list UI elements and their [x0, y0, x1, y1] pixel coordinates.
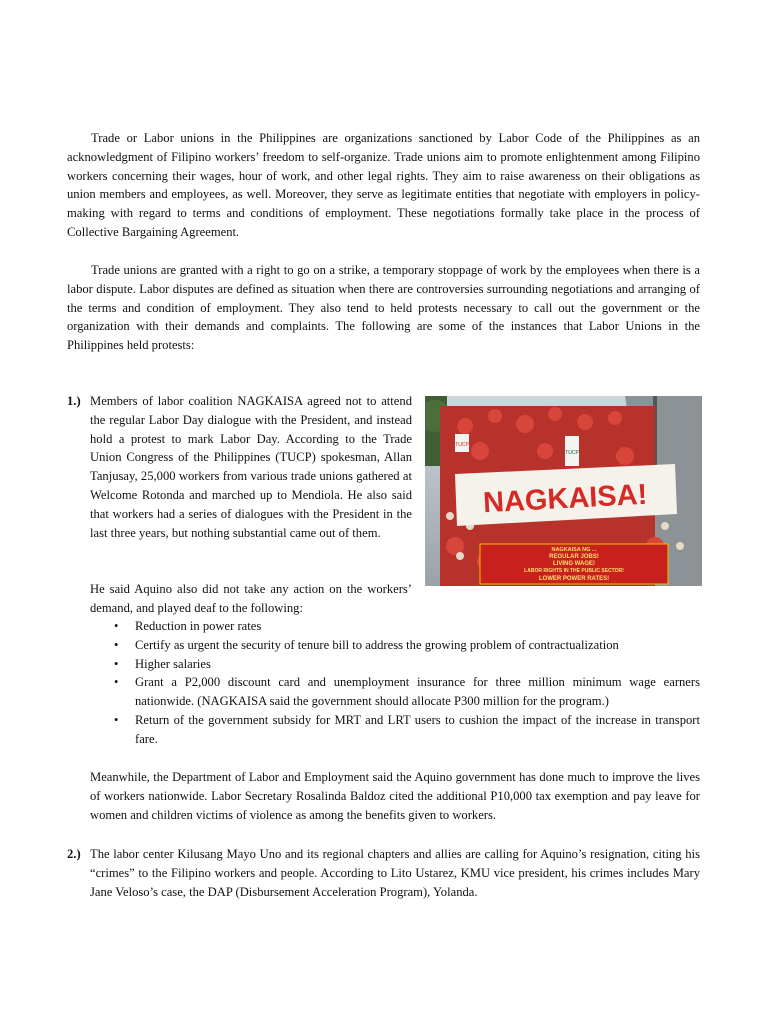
list-item: • Certify as urgent the security of tenure bill to address the growing problem of contractualization: [90, 636, 700, 655]
bullet-icon: •: [114, 675, 119, 690]
item-2-number: 2.): [67, 847, 81, 861]
bullet-icon: •: [114, 619, 119, 633]
photo-banner-line-3: LABOR RIGHTS IN THE PUBLIC SECTOR!: [524, 568, 624, 574]
list-item: • Grant a P2,000 discount card and unemployment insurance for three million minimum wage earners nationwide. (NAGKAISA said the government should allocate P300 million for the program.): [114, 675, 700, 709]
photo-banner-line-2: LIVING WAGE!: [553, 561, 595, 567]
item-1-text: Members of labor coalition NAGKAISA agreed not to attend the regular Labor Day dialogue with the President, and instead hold a protest to mark Labor Day. According to the Trade Union Congress of the Philippines (TUCP) spokesman, Allan Tanjusay, 25,000 workers from various trade unions gathered at Welcome Rotonda and marched up to Mendiola. He also said that workers had a series of dialogues with the President in the last three years, but nothing substantial came out of them.: [90, 394, 412, 540]
intro-paragraph: Trade or Labor unions in the Philippines are organizations sanctioned by Labor Code of the Philippines as an acknowledgment of Filipino workers’ freedom to self-organize. Trade unions aim to promote enlightenment among Filipino workers concerning their wages, hour of work, and other legal rights. They aim to raise awareness on their obligations as union members and employees, as well. Moreover, they serve as legitimate entities that negotiate with employers in policy-making with regard to terms and conditions of employment. These negotiations formally take place in the process of Collective Bargaining Agreement.: [67, 131, 700, 239]
photo-banner-main: NAGKAISA!: [482, 478, 649, 520]
list-item: • Reduction in power rates: [90, 617, 700, 636]
photo-banner-line-4: LOWER POWER RATES!: [538, 576, 610, 582]
meanwhile-paragraph: Meanwhile, the Department of Labor and Employment said the Aquino government has done much to improve the lives of workers nationwide. Labor Secretary Rosalinda Baldoz cited the additional P10,000 tax exemption and pay leave for women and children victims of violence as among the benefits given to workers.: [90, 770, 700, 822]
bullet-icon: •: [114, 656, 119, 671]
item-2-text: The labor center Kilusang Mayo Uno and its regional chapters and allies are calling for Aquino’s resignation, citing his “crimes” to the Filipino workers and people. According to Lito Ustarez, KMU vice president, his crimes includes Mary Jane Veloso’s case, the DAP (Disbursement Acceleration Program), Yolanda.: [90, 847, 700, 899]
list-item: • Higher salaries: [90, 655, 700, 674]
list-item: • Return of the government subsidy for MRT and LRT users to cushion the impact of the increase in transport fare.: [114, 712, 700, 746]
bullet-icon: •: [114, 637, 119, 652]
strike-paragraph: Trade unions are granted with a right to go on a strike, a temporary stoppage of work by the employees when there is a labor dispute. Labor disputes are defined as situation when there are controversies surrounding negotiations and arranging of the terms and condition of employment. They also tend to held protests necessary to call out the government or the organization with their demands and complaints. The following are some of the instances that Labor Unions in the Philippines held protests:: [67, 263, 700, 353]
item-1-continuation: He said Aquino also did not take any action on the workers’ demand, and played deaf to the following:: [90, 582, 412, 615]
photo-sign-left: TUCP: [455, 442, 469, 448]
protest-photo: [425, 396, 702, 586]
demands-list: [90, 617, 700, 749]
photo-banner-line-0: NAGKAISA NG ...: [551, 547, 597, 553]
item-1-number: 1.): [67, 394, 81, 408]
bullet-icon: •: [114, 712, 119, 727]
photo-banner-line-1: REGULAR JOBS!: [549, 554, 599, 560]
photo-sign-mid: TUCP: [565, 450, 579, 456]
